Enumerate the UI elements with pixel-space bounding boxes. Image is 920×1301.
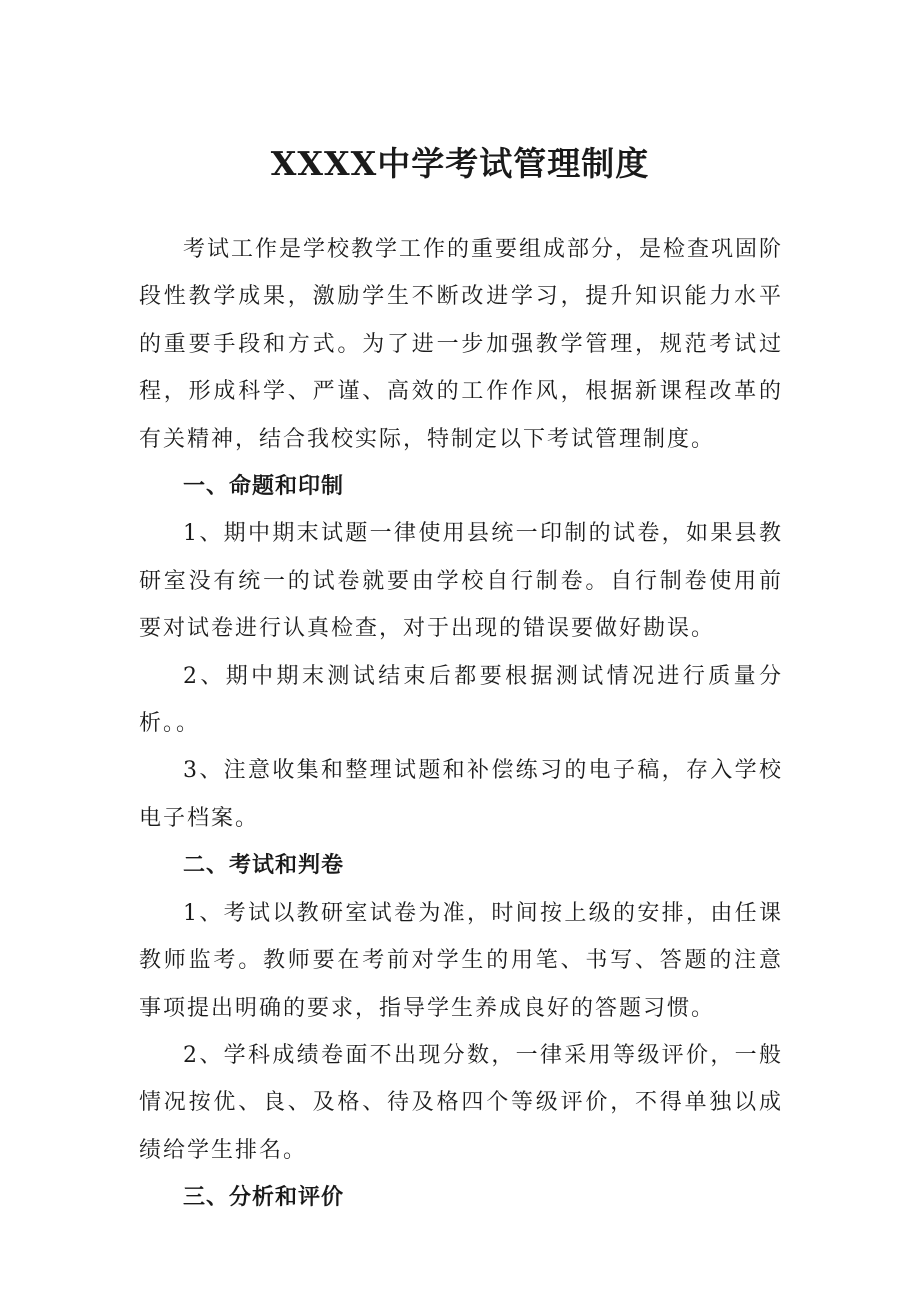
section-2-item-1: 1、考试以教研室试卷为准，时间按上级的安排，由任课教师监考。教师要在考前对学生的用笔、书写、答题的注意事项提出明确的要求，指导学生养成良好的答题习惯。 [139, 900, 783, 1021]
document-body [139, 226, 783, 1222]
section-1-item-3: 3、注意收集和整理试题和补偿练习的电子稿，存入学校电子档案。 [139, 758, 783, 831]
section-2-item-2: 2、学科成绩卷面不出现分数，一律采用等级评价，一般情况按优、良、及格、待及格四个等级评价，不得单独以成绩给学生排名。 [139, 1042, 783, 1163]
section-1-item-1: 1、期中期末试题一律使用县统一印制的试卷，如果县教研室没有统一的试卷就要由学校自行制卷。自行制卷使用前要对试卷进行认真检查，对于出现的错误要做好勘误。 [139, 521, 783, 642]
section-heading-3: 三、分析和评价 [183, 1185, 345, 1211]
section-heading-1: 一、命题和印制 [183, 474, 345, 500]
document-title: XXXX中学考试管理制度 [270, 144, 650, 184]
section-1-item-2: 2、期中期末测试结束后都要根据测试情况进行质量分析。。 [139, 663, 783, 737]
section-heading-2: 二、考试和判卷 [183, 853, 345, 879]
intro-paragraph: 考试工作是学校教学工作的重要组成部分，是检查巩固阶段性教学成果，激励学生不断改进学习，提升知识能力水平的重要手段和方式。为了进一步加强教学管理，规范考试过程，形成科学、严谨、高效的工作作风，根据新课程改革的有关精神，结合我校实际，特制定以下考试管理制度。 [139, 237, 784, 452]
